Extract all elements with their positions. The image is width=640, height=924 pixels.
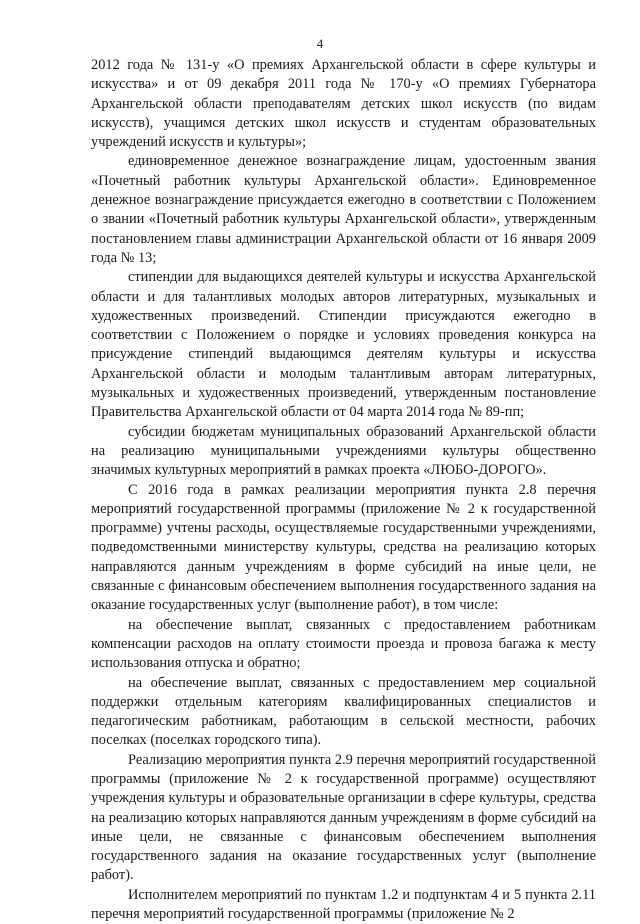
paragraph-subsidies: субсидии бюджетам муниципальных образований Архангельской области на реализацию муниципальными учреждениями культуры общественно значимых культурных мероприятий в рамках проекта «ЛЮБО-ДОРОГО». (91, 423, 596, 479)
paragraph-stipends: стипендии для выдающихся деятелей культуры и искусства Архангельской области и для талантливых молодых авторов литературных, музыкальных и художественных произведений. Стипендии присуждаются ежегодно в соответствии с Положением о порядке и условиях проведения конкурса на присуждение стипендий выдающимся деятелям культуры и искусства Архангельской области и молодым талантливым авторам литературных, музыкальных и художественных произведений, утвержденным постановление Правительства Архангельской области от 04 марта 2014 года № 89-пп; (91, 269, 596, 421)
paragraph-executor: Исполнителем мероприятий по пунктам 1.2 и подпунктам 4 и 5 пункта 2.11 перечня мероприятий государственной программы (приложение № 2 (91, 886, 596, 923)
paragraph-item-2-9: Реализацию мероприятия пункта 2.9 перечня мероприятий государственной программы (приложение № 2 к государственной программе) осуществляют учреждения культуры и образовательные организации в сфере культуры, средства на реализацию которых направляются данным учреждениям в форме субсидий на иные цели, не связанные с финансовым обеспечением выполнения государственного задания на оказание государственных услуг (выполнение работ). (91, 751, 596, 884)
paragraph-honorary-award: единовременное денежное вознаграждение лицам, удостоенным звания «Почетный работник культуры Архангельской области». Единовременное денежное вознаграждение присуждается ежегодно в соответствии с Положением о звании «Почетный работник культуры Архангельской области», утвержденным постановлением главы администрации Архангельской области от 16 января 2009 года № 13; (91, 153, 596, 266)
page-number: 4 (316, 36, 324, 51)
document-body (91, 56, 596, 924)
paragraph-continuation: 2012 года № 131-у «О премиях Архангельской области в сфере культуры и искусства» и от 09 декабря 2011 года № 170-у «О премиях Губернатора Архангельской области преподавателям детских школ искусств (по видам искусств), учащимся детских школ искусств и студентам образовательных учреждений искусств и культуры»; (91, 57, 596, 151)
paragraph-social-support: на обеспечение выплат, связанных с предоставлением мер социальной поддержки отдельным категориям квалифицированных специалистов и педагогическим работникам, работающим в сельской местности, рабочих поселках (поселках городского типа). (91, 674, 596, 749)
paragraph-item-2-8: С 2016 года в рамках реализации мероприятия пункта 2.8 перечня мероприятий государственной программы (приложение № 2 к государственной программе) учтены расходы, осуществляемые государственными учреждениями, подведомственными министерству культуры, средства на реализацию которых направляются данным учреждениям в форме субсидий на иные цели, не связанные с финансовым обеспечением выполнения государственного задания на оказание государственных услуг (выполнение работ), в том числе: (91, 481, 596, 614)
paragraph-travel-compensation: на обеспечение выплат, связанных с предоставлением работникам компенсации расходов на оплату стоимости проезда и провоза багажа к месту использования отпуска и обратно; (91, 616, 596, 672)
